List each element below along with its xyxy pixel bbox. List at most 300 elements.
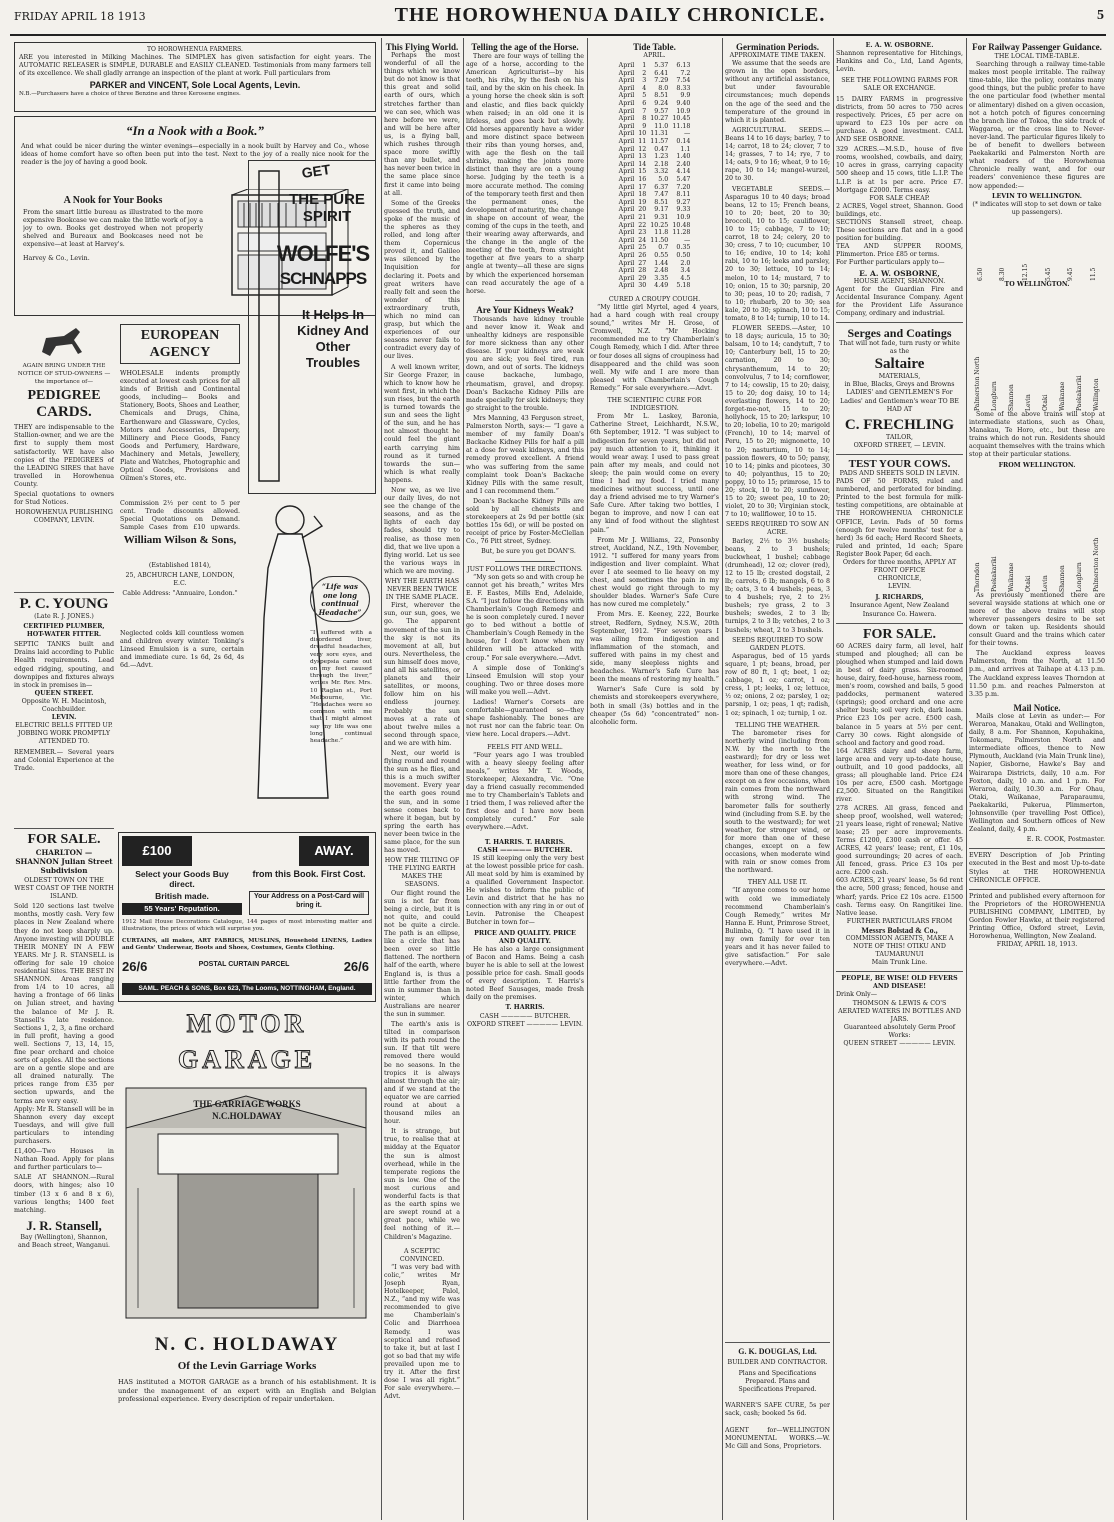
farm-278: 278 ACRES. All grass, fenced and sheep proof, woolshed, well watered; 21 years lease, right of renewal; Native lease; 25 per acre improvements. Terms £1200, £300 cash or offer. 45 ACRES, 42 years' lease; rent, £1 10s, good surroundings; 20 acres of each. All fenced, grass. Price £3 10s per acre. £200 cash. [836, 804, 963, 877]
tide-cell: 8.11 [676, 191, 691, 199]
column-rule [722, 38, 723, 1520]
tide-row [617, 146, 693, 154]
simplex-body: ARE you interested in Milking Machines. The SIMPLEX has given satisfaction for eight years. The AUTOMATIC RELEASER is SIMPLE, DURABLE and EASILY CLEANED. Testimonials from many farmers tell of its excellence. We shall gladly arrange an inspection of the plant at work. Full particulars from [19, 54, 371, 78]
kidney-body: Thousands have kidney trouble and never know it. Weak and unhealthy kidneys are responsible for more sickness than any other disease. If your kidneys are weak you are sick; you feel tired, run down, and out of sorts. The kidneys cause backache, lumbago, rheumatism, gravel, and dropsy. Doan's Backache Kidney Pills are made specially for sick kidneys; they go straight to the trouble. [466, 315, 584, 412]
tide-cell: 11 [638, 138, 647, 146]
tide-row [617, 222, 693, 230]
agency-body: WHOLESALE indents promptly executed at lowest cash prices for all kinds of British and Continental goods, including— Books and Stationery, Boots, Shoes and Leather, Chemicals and Drugs, China, Earthenware and Glassware, Cycles, Motors and Accessories, Drapery, Millinery and Piece Goods, Fancy Goods and Perfumery, Hardware, Machinery and Metals, Jewellery, Plate and Watches, Photographic and Optical Goods, Provisions and Oilmen's Stores, etc. [120, 370, 240, 483]
tide-cell: 6.13 [676, 62, 691, 70]
tide-row [617, 153, 693, 161]
tide-cell: 10.9 [676, 107, 691, 115]
station-name: Paekakariki [1076, 375, 1083, 411]
given-catalogue: 1912 Mail House Decorations Catalogue, 144 pages of most interesting matter and illustrations, the prices of which will surprise you. [122, 919, 372, 932]
cows-title: TEST YOUR COWS. [848, 457, 951, 470]
agency-cable: Cable Address: "Annuaire, London." [122, 590, 238, 597]
douglas-plans: Plans and Specifications Prepared. Plans and Specifications Prepared. [738, 1370, 817, 1394]
germ-intro: We assume that the seeds are grown in the open borders, without any artificial assistance, but under favourable circumstances; much depends on the age of the seed and the temperature of the ground in which it is planted. [725, 60, 830, 124]
peach-address: SAML. PEACH & SONS, Box 623, The Looms, NOTTINGHAM, England. [138, 985, 356, 992]
tide-cell: 4.49 [654, 282, 669, 290]
tide-cell: 6.37 [654, 183, 669, 191]
train-time: 8.30 [999, 267, 1007, 281]
sceptic-body: “I was very bad with colic,” writes Mr Joseph Ryan, Hotelkeeper, Palol, N.Z., “and my wife was recommended to give me Chamberlain's Colic and Diarrhoea Remedy. I was sceptical and refused to take it, but at last I got so bad that my wife prevailed upon me to try it. After the first dose I was all right.” For sale everywhere.—Advt. [384, 1263, 460, 1401]
tide-cell: 17 [638, 183, 647, 191]
imprint: Printed and published every afternoon for the Proprietors of the HOROWHENUA PUBLISHING COMPANY, LIMITED, by Gordon Fowler Hawke, at their registered Printing Office, Oxford street, Levin, Horowhenua, Wellington, New Zealand. [969, 889, 1105, 942]
tide-cell: 7.2 [680, 69, 691, 77]
serges-body: That will not fade, turn rusty or white as the [839, 340, 960, 356]
wolfe-get: GET [300, 161, 332, 181]
farm-60: 60 ACRES dairy farm, all level, half stumped and ploughed; all can be ploughed when stumped and laid down in best of dairy grass. Six-roomed house, dairy, feed-house, harness room, men's room, cowshed and bails, 5 good paddocks, permanent watered (springs); good orchard and one acre shelter bush; soil very rich, dark loam. Price £23 10s per acre. £500 cash, balance in 5 years at 5½ per cent. Carry 30 cows. Right alongside of school and factory and good road. [836, 642, 963, 747]
tide-row [617, 85, 693, 93]
train-time: 9.45 [1067, 267, 1075, 281]
tide-cell: 10.27 [650, 115, 669, 123]
tide-cell: April [618, 229, 635, 237]
tide-row [617, 260, 693, 268]
tide-cell: 6.41 [654, 69, 669, 77]
garage-sign: THE GARRIAGE WORKS N.C.HOLDAWAY [193, 1099, 301, 1121]
tide-cell: April [618, 198, 635, 206]
tide-cell: 4.14 [676, 168, 691, 176]
tide-cell: 7.20 [676, 183, 691, 191]
tide-cell: April [618, 92, 635, 100]
station-name: Otaki [1042, 394, 1049, 411]
osborne-body: Shannon representative for Hitchings, Hankins and Co., Ltd, Land Agents, Levin. [836, 50, 963, 74]
flying-p9: It is strange, but true, to realise that at midday at the Equator the sun is almost overhead, while in the temperate regions the sun is low. One of the most curious and wonderful facts is that as the earth spins we are swept round at a great pace, while we feel nothing of it.—Children's Magazine. [384, 1128, 460, 1241]
young-opposite: Opposite W. H. Macintosh, Coachbuilder. [21, 697, 107, 714]
tide-cell: April [618, 153, 635, 161]
osborne-farms: 15 DAIRY FARMS in progressive districts, from 50 acres to 750 acres respectively. Prices, £5 per acre on upward to £23 10s per acre on purchase. A good investment. CALL AND SEE OSBORNE. [836, 95, 963, 144]
flying-p8: The earth's axis is tilted in comparison with its path round the sun. If that tilt were removed there would be no seasons. In the tropics it is always almost through the air; and if we stand at the equator we are carried round at about a thousand miles an hour. [384, 1021, 460, 1126]
station-name: Palmerston North [974, 356, 981, 411]
garage-title: MOTOR GARAGE [177, 1009, 317, 1074]
weather-body: The barometer rises for northerly wind (including from N.W. by the north to the eastward); for dry or less wet weather, for less wind, or for more than one of these changes, except on a few occasions, when rain comes from the northward with strong wind. The barometer falls for southerly wind (including from S.E. by the south to the westward); for wet weather, for stronger wind, or for more than one of these changes, except on a few occasions, when moderate wind with rain or snow comes from the northward. [725, 729, 830, 875]
tide-cell: April [618, 138, 635, 146]
tide-cell: 8.0 [658, 84, 669, 92]
train-time: 5.45 [1044, 267, 1052, 281]
agency-title: EUROPEAN AGENCY [140, 328, 220, 360]
osborne-tea: TEA AND SUPPER ROOMS, Plimmerton. Price £85 or terms. [836, 243, 963, 259]
tide-row [617, 130, 693, 138]
frechling-name: C. FRECHLING [844, 416, 955, 433]
headache-quote: “Life was one long continual Headache” [318, 582, 362, 617]
tide-cell: 0.50 [676, 251, 691, 259]
tide-cell: 2.40 [676, 160, 691, 168]
rail-title: For Railway Passenger Guidance. [972, 42, 1102, 52]
tide-cell: 8 [642, 115, 647, 123]
tide-row [617, 244, 693, 252]
douglas-name: G. K. DOUGLAS, Ltd. [738, 1347, 817, 1356]
aerated-waters: THOMSON & LEWIS & CO'S AERATED WATERS IN BOTTLES AND JARS. [838, 999, 961, 1023]
aerated-street: QUEEN STREET ————— LEVIN. [843, 1040, 956, 1048]
germ-sub: APPROXIMATE TIME TAKEN. [729, 52, 826, 59]
tide-cell: April [618, 206, 635, 214]
sow-body: Barley, 2½ to 3½ bushels; beans, 2 to 3 bushels; buckwheat, 1 bushel; cabbage (drumhead), 12 oz; clover (red), 12 to 15 lb; crested dogstail, 2 lb; carrots, 6 lb; mangels, 6 to 8 lb; oats, 3 to 4 bushels; peas, 3 to 4 bushels; rye, 2 to 2½ bushels; rye grass, 2 to 3 bushels; swedes, 2 to 3 lb; turnips, 2 to 3 lb; vetches, 2 to 3 bushels; wheat, 2 to 3 bushels. [725, 537, 830, 634]
tide-cell: 2.18 [654, 160, 669, 168]
newspaper-title: THE HOROWHENUA DAILY CHRONICLE. [394, 4, 826, 26]
croup-body: “My little girl Myrtel, aged 4 years, had a hard cough with real croupy sound,” writes Mr H. Grose, of Cromwell, N.Z. “Mr Hocking recommended me to try Chamberlain's Cough Remedy, which I did. After three or four doses all signs of croupiness had disappeared and the child was soon well. My wife and I are more than pleased with Chamberlain's Cough Remedy.” For sale everywhere.—Advt. [590, 304, 719, 392]
pedigree-special: Special quotations to owners for Stud Notices. [14, 491, 114, 507]
tide-row [617, 77, 693, 85]
osborne-further: For Further particulars apply to— [836, 259, 945, 267]
farm-further: FURTHER PARTICULARS FROM [846, 917, 953, 925]
simplex-to: TO HOROWHENUA FARMERS. [147, 46, 243, 53]
farm-603: 603 ACRES, 21 years' lease, 5s 6d rent the acre, 500 grass; fenced, house and wharf; yards. Price £2 10s acre. £1500 cash. Terms easy. On Rangitikei line. Native lease. [836, 877, 963, 917]
station-name: Levin [1025, 394, 1032, 411]
tide-row [617, 275, 693, 283]
age-body: There are four ways of telling the age of a horse, according to the American Agriculturist—by his teeth, his ribs, by the flesh on his tail, and by the skin on his cheek. In a young horse the cheek skin is soft and elastic, and flies back quickly when raised; in an old one it is lifeless, and goes back but slowly. Old horses apparently have a wider and more distinct space between their ribs than young horses, and, with age the flesh on the tail shrinks, making the joints more distinct than they are on a young horse. Judging by the teeth is a more accurate method. The coming of the temporary teeth first and then the permanent ones, the development of maturity, the change in shape on account of wear, the coming of the cups in the teeth, and their wearing away afterwards, and the change in the angle of the meeting of the teeth, from straight together at five years to a sharp angle at twenty—all these are signs by which the experienced horseman can read accurately the age of a horse. [466, 53, 584, 295]
flying-p6: Next, our world is flying round and round the sun as he flies, and this is a much swifter movement. Every year the earth goes round the sun, and in some sense comes back to where it began, but by spring the earth has never been twice in the same place, for the sun has moved. [384, 749, 460, 855]
feels-title: FEELS FIT AND WELL. [487, 743, 563, 751]
use-body: “If anyone comes to our home with cold we immediately recommend Chamberlain's Cough Remedy,” writes Mr Hanna E. Hunt, Primrose Street, Bulimba, Q. “I have used it in my own family for over ten years and it has never failed to give satisfaction.” For sale everywhere.—Advt. [725, 887, 830, 968]
rail-sub: THE LOCAL TIME-TABLE. [994, 53, 1080, 60]
stations-up [969, 291, 1105, 411]
tide-cell: 26 [638, 251, 647, 259]
tide-cell: 14 [638, 160, 647, 168]
wolfe-tagline: It Helps In Kidney And Other Troubles [297, 307, 369, 370]
use-title: THEY ALL USE IT. [747, 879, 808, 887]
sale-sub: CHARLTON — SHANNON Julian Street Subdivision [15, 848, 113, 875]
column-rule [463, 38, 464, 1520]
tide-cell: 11.28 [672, 229, 691, 237]
osborne-329: 329 ACRES.—M.S.D., house of five rooms, woolshed, cowbails, and dairy, 10 acres in grass, carrying capacity 500 sheep and 15 cows, title L.I.P. The L.I.P. is at 1s per acre. Price £7. Mortgage £2000. Terms easy. [836, 146, 963, 194]
pedigree-ad [14, 322, 114, 587]
young-town: LEVIN. [51, 714, 77, 722]
tide-cell: April [618, 115, 635, 123]
tide-cell: 5 [642, 92, 647, 100]
bolstad-main: Main Trunk Line. [871, 959, 928, 967]
mail-title: Mail Notice. [1013, 702, 1061, 713]
young-name: P. C. YOUNG [19, 596, 109, 612]
pedigree-again: AGAIN BRING UNDER THE NOTICE OF STUD-OWNERS —the importance of— [17, 363, 111, 386]
croup-title: CURED A CROUPY COUGH. [608, 295, 701, 303]
station-name: Otaki [1025, 575, 1032, 592]
aerated-works: Guaranteed absolutely Germ Proof Works: [843, 1023, 956, 1039]
tide-row [617, 206, 693, 214]
tide-cell: April [618, 221, 635, 229]
young-remember: REMEMBER.— Several years and Colonial Experience at the Trade. [14, 748, 114, 772]
bolstad-comm: COMMISSION AGENTS, MAKE A NOTE OF THIS! OTIKU AND TAUMARUNUI [845, 934, 954, 959]
station-name: Wellington [1093, 378, 1100, 411]
tide-cell: April [618, 107, 635, 115]
tide-cell: 18 [638, 191, 647, 199]
kidney-doans: But, be sure you get DOAN'S. [481, 548, 576, 556]
saltaire-name: Saltaire [874, 356, 925, 373]
horse-icon [34, 322, 94, 362]
tide-cell: April [618, 69, 635, 77]
tide-cell: 9.24 [654, 100, 669, 108]
station-name: Waikanae [1059, 381, 1066, 411]
pedigree-title-2: CARDS. [36, 404, 92, 421]
young-body: SEPTIC TANKS built and Drains laid according to Public Health requirements. Lead edged ridging, spouting, and downpipes and fixtures always in stock in premises in— [14, 641, 114, 689]
simplex-ad [14, 42, 376, 112]
tide-cell: 9.40 [676, 100, 691, 108]
flying-p2: Some of the Greeks guessed the truth, and spoke of the music of the spheres as they rolled, and long after them Copernicus proved it, and Galileo was silenced by the Inquisition for declaring it. Poets and great writers have really felt and seen the wonder of this extraordinary truth, which no mind can grasp, but which the experiences of our seasons never fails to contradict every day of our lives. [384, 199, 460, 361]
tide-cell: 29 [638, 274, 647, 282]
tide-cell: 7.47 [654, 191, 669, 199]
tide-cell: 0.47 [654, 145, 669, 153]
imprint-date: FRIDAY, APRIL 18, 1913. [996, 941, 1078, 949]
tide-row [617, 70, 693, 78]
osborne-house: HOUSE AGENT, SHANNON. [853, 277, 946, 285]
sale-body: Sold 120 sections last twelve months, mostly cash. Very few places in New Zealand where they do not keep sharply up. Anyone investing will DOUBLE THEIR MONEY IN A FEW YEARS. Mr J. R. STANSELL is offering for sale 19 choice residential Sites. THE BEST IN SHANNON. Areas ranging from 1/4 to 10 acres, all having a frontage of 66 links on Julian street, and having the balance of Mr J. R. Stansell's late residence. Sections 1, 2, 3, a fine orchard in full profit, having a good well. Sections 7, 13, 14, 15, fine pear orchard and choice sorts of apples. All the sections are on a gentle slope and are all drained naturally. The prices range from £35 per section upwards, and the terms are very easy. [14, 903, 114, 1105]
osborne-signature: E. A. W. OSBORNE, [859, 268, 940, 278]
tide-cell: 9.31 [654, 213, 669, 221]
tide-cell: April [618, 259, 635, 267]
lime-body: WARNER'S SAFE CURE, 5s per sack, cash; booked 5s 6d. [725, 1402, 830, 1418]
holdaway-name: N. C. HOLDAWAY [154, 1334, 340, 1355]
people-title: PEOPLE, BE WISE! OLD FEVERS AND DISEASE! [841, 975, 958, 991]
sale-auction: SALE AT SHANNON.—Rural doors, with hinges; also 10 timber (13 x 6 and 8 x 6), various lengths; 1400 feet matching. [14, 1174, 114, 1214]
tide-row [617, 100, 693, 108]
given-sample: from this Book. First Cost. [252, 869, 366, 879]
tide-cell: 1.1 [680, 145, 691, 153]
agency-commission: Commission 2½ per cent to 5 per cent. Trade discounts allowed. Special Quotations on Demand. Sample Cases from £10 upwards. [120, 500, 240, 530]
indigestion-body-3: From Mrs. E. Keeney, 222, Bourke street, Redfern, Sydney, N.S.W., 20th September, 1912. “For seven years I was ailing from indigestion and inflammation of the stomach, and suffered with pains in my chest and side, many sleepless nights and headaches. Warner's Safe Cure has been the means of restoring my health.” [590, 611, 719, 684]
weather-title: TELLING THE WEATHER. [735, 721, 820, 729]
tide-cell: 0.35 [676, 244, 691, 252]
nook-intro: And what could be nicer during the winter evenings—especially in a nook built by Harvey and Co., whose ideas of home comfort have so often been put into the test. Next to the joy of a really nice nook for the reader is the joy of having a good book. [21, 143, 369, 167]
column-rule [381, 38, 382, 1520]
tide-row [617, 62, 693, 70]
tide-table [617, 62, 693, 290]
tide-cell: — [684, 236, 691, 244]
tide-row [617, 92, 693, 100]
tide-cell: April [618, 191, 635, 199]
cows-body: PADS OF 50 FORMS, ruled and numbered, and perforated for binding. Printed to the best formula for milk-testing competitions, are obtainable at THE HOROWHENUA CHRONICLE OFFICE, Levin. Pads of 50 forms (enough for twelve months' test for a herd) 3s 6d each; Herd Record Sheets, ruled and printed, 1d each; Spare Register Book Paper, 6d each. [836, 478, 963, 558]
tide-cell: 10.45 [672, 115, 691, 123]
follows-body: “My son gets so and with croup he cannot get his breath,” writes Mrs E. F. Eastes, Mills End, Adelaide, S.A. “I just follow the directions with Chamberlain's Cough Remedy and he is soon completely cured. I never go to bed without a bottle of Chamberlain's Cough Remedy in the house, for I don't know when my children will be attacked with croup.” For sale everywhere.—Advt. [466, 573, 584, 662]
harris-body-2: He has also a large consignment of Bacon and Hams. Being a cash buyer he is able to sell at the lowest possible price for cash. Small goods of every description. T. Harris's noted Beef Sausages, made fresh daily on the premises. [466, 945, 584, 1002]
tide-cell: April [618, 236, 635, 244]
agency-firm: William Wilson & Sons, [123, 534, 237, 546]
flying-article [384, 42, 460, 1512]
tide-cell: April [618, 145, 635, 153]
tide-cell: 4 [642, 84, 647, 92]
given-amount: £100 [142, 843, 172, 858]
saltaire-materials: MATERIALS, [878, 373, 921, 381]
harris-footer: CASH ————— BUTCHER. OXFORD STREET ————— LEVIN. [467, 1012, 583, 1028]
sceptic-title: A SCEPTIC CONVINCED. [399, 1247, 445, 1263]
douglas-trade: BUILDER AND CONTRACTOR. [727, 1359, 828, 1366]
linseed-notice: Neglected colds kill countless women and children every winter. Tonking's Linseed Emulsion is a sure, certain and immediate cure. 1s 6d, 2s 6d, 4s 6d.—Advt. [120, 630, 244, 670]
indigestion-body: From Mr L. Laskey, Baronia, Catherine Street, Leichhardt, N.S.W., 6th September, 1912. “I was subject to indigestion for seven years, but did not pay much attention to it, thinking it would wear away. I used to pass great pain after my meals, and could not sleep; the pain would come on every time I had my food. I tried many medicines without success, until one day a friend advised me to try Warner's Safe Cure. After taking two bottles, I began to improve, and now I can eat any kind of food without the slightest pain.” [590, 413, 719, 534]
tide-cell: April [618, 176, 635, 183]
indigestion-title: THE SCIENTIFIC CURE FOR INDIGESTION. [607, 397, 702, 413]
station-name: Longburn [1076, 561, 1083, 592]
stations-down [969, 472, 1105, 592]
tide-cell: 9.33 [676, 206, 691, 214]
rail-body: Searching through a railway time-table makes most people irritable. The railway time-table, like the policy, contains many good things, but the public prefer to have the one particular food (whether mental or alimentary) dished on a given occasion, not a hotch potch of figures concerning the branch line of Tokoa, the side track of Waggaroa, or the cross line to Never-never-land. The particular figures likely to be of benefit to dwellers between Paekakariki and Palmerston North are what readers of the Horowhenua Chronicle really want, and for our readers' convenience these figures are now appended:— [969, 61, 1105, 190]
osborne-see: SEE THE FOLLOWING FARMS FOR SALE OR EXCHANGE. [841, 77, 958, 93]
column-6 [725, 42, 830, 1512]
sale-oldest: OLDEST TOWN ON THE WEST COAST OF THE NORTH ISLAND. [14, 877, 114, 901]
tide-row [617, 138, 693, 146]
column-rule [833, 38, 834, 1520]
column-8 [969, 42, 1105, 1512]
germ-veg: VEGETABLE SEEDS.—Asparagus 10 to 40 days; broad beans, 12 to 15; French beans, 10 to 20; beet, 20 to 30; broccoli, 10 to 15; cauliflower, 10 to 15; cabbage, 7 to 10; carrot, 18 to 24; celery, 20 to 30; cress, 7 to 10; cucumber, 10 to 16; endive, 10 to 14; kohl rabi, 10 to 16; leeks and parsley, 20 to 30; lettuce, 10 to 14; melon, 10 to 14; mustard, 7 to 10; onion, 15 to 30; parsnip, 20 to 30; peas, 10 to 20; radish, 7 to 10; rhubarb, 20 to 30; sea kale, 20 to 30; spinach, 10 to 15; tomato, 8 to 14; turnip, 10 to 14. [725, 185, 830, 322]
flying-p1: Perhaps the most wonderful of all the things which we know but do not know is that this great and solid earth of ours, which stretches farther than we can see, which was here before we were, and will be here after us, is a flying ball, which rushes through space more swiftly than any bullet, and has never been twice in the same place since first it came into being at all. [384, 52, 460, 197]
harris-signature: T. HARRIS. [505, 1004, 545, 1012]
flying-sub1: WHY THE EARTH HAS NEVER BEEN TWICE IN THE SAME PLACE. [384, 578, 460, 602]
tide-cell: 15 [638, 168, 647, 176]
tide-cell: April [618, 267, 635, 275]
harris-cash: CASH ————— BUTCHER. [477, 846, 573, 854]
tide-row [617, 267, 693, 275]
young-late: (Late R. J. JONES.) [34, 613, 94, 620]
headache-ad [248, 498, 376, 828]
divider [495, 300, 555, 301]
tide-cell: 10 [638, 130, 647, 138]
tide-cell: April [618, 84, 635, 92]
tide-cell: 10.9 [676, 213, 691, 221]
column-rule [587, 38, 588, 1520]
tide-cell: 20 [638, 206, 647, 214]
farm-164: 164 ACRES dairy and sheep farm, large area and very up-to-date house, outbuilt, and 10 good paddocks, all grass; all ploughable land. Price £24 10s per acre, £500 cash. Mortgage £2,500. Situated on the Rangitikei river. [836, 747, 963, 804]
given-reputation: 55 Years' Reputation. [144, 904, 220, 913]
tide-cell: 12 [638, 145, 647, 153]
sale-title: FOR SALE. [27, 832, 101, 847]
tide-cell: 9 [642, 122, 647, 130]
tide-cell: 27 [638, 259, 647, 267]
wolfe-schnapps-ad [248, 160, 376, 494]
stansell-name: J. R. Stansell, [26, 1217, 102, 1233]
tide-title: Tide Table. [633, 42, 676, 52]
monumental-agent: AGENT for—WELLINGTON MONUMENTAL WORKS.—W. Mc Gill and Sons, Proprietors. [725, 1426, 830, 1450]
age-title: Telling the age of the Horse. [471, 42, 579, 52]
tide-cell: 1.40 [676, 153, 691, 161]
richards-body: Insurance Agent, New Zealand Insurance Co. Hawera. [849, 602, 950, 618]
tide-cell: — [684, 130, 691, 138]
tide-cell: 22 [638, 221, 647, 229]
wolfe-schnapps: SCHNAPPS [279, 269, 367, 288]
tide-cell: 11.31 [650, 130, 669, 138]
simplex-nb: N.B.—Purchasers have a choice of three Benzine and three Kerosene engines. [19, 91, 241, 98]
tide-cell: April [618, 100, 635, 108]
tide-cell: 11.18 [672, 122, 691, 130]
tide-cell: 5.18 [676, 282, 691, 290]
parcel-price: 26/6 [122, 959, 148, 974]
sale-apply: Apply: Mr R. Stansell will be in Shannon every day except Tuesdays, and will give full particulars to intending purchasers. [14, 1105, 114, 1145]
rail-from: FROM WELLINGTON. [998, 461, 1076, 469]
rail-note: (* indicates will stop to set down or take up passengers). [972, 200, 1102, 216]
tide-cell: 10.48 [672, 221, 691, 229]
masthead-rule [10, 34, 1106, 36]
tide-month: APRIL. [643, 52, 666, 59]
rod-body: Asparagus, bed of 15 yards square, 1 pt; beans, broad, per row of 80 ft, 1 qt; beet, 1 oz; cabbage, 1 oz; carrot, 1 oz; cress, 1 pt; leeks, 1 oz; lettuce, ½ oz; onions, 2 oz; parsley, 1 oz; parsnip, 1 oz; peas, 1 qt; radish, 1 oz; spinach, 1 oz; turnip, 1 oz. [725, 652, 830, 717]
cows-levin: LEVIN. [888, 583, 911, 591]
frechling-street: OXFORD STREET, — LEVIN. [853, 441, 946, 449]
tide-cell: 2 [642, 69, 647, 77]
tide-cell: 0.55 [654, 251, 669, 259]
tide-cell: April [618, 130, 635, 138]
tide-row [617, 115, 693, 123]
tide-cell: 2.0 [680, 259, 691, 267]
rail-notice: As previously mentioned there are several wayside stations at which one or more of the above trains will stop wherever passengers desire to be set down or taken up. Residents should consult Guard and the trains which cater for their towns. [969, 591, 1105, 648]
feels-body: “Four years ago I was troubled with a heavy sleepy feeling after meals,” writes Mr T. Woods, Storekeeper, Alexandra, Vic. “One day a friend casually recommended me to try Chamberlain's Tablets and I tried them, I was relieved after the first dose and I have now been completely cured.” For sale everywhere.—Advt. [466, 751, 584, 832]
tide-cell: April [618, 251, 635, 259]
flying-title: This Flying World. [385, 42, 459, 52]
tide-cell: 0.7 [658, 244, 669, 252]
station-name: Longburn [991, 381, 998, 411]
nook-body: From the smart little bureau as illustrated to the more expensive Bookcase we can make the little work of joy a joy to own. Books get destroyed when not properly shelved and Bureaux and Bookcases need not be expensive—at least at Harvey's. [23, 209, 203, 249]
tide-cell: 7.29 [654, 77, 669, 85]
tide-cell: 5.47 [676, 176, 691, 183]
tide-cell: 6 [642, 100, 647, 108]
train-time: 11.5 [1090, 267, 1098, 281]
tide-cell: 2.48 [654, 267, 669, 275]
tide-cell: 28 [638, 267, 647, 275]
tide-row [617, 161, 693, 169]
pedigree-company: HOROWHENUA PUBLISHING COMPANY, LEVIN. [15, 509, 113, 525]
tide-cell: 1 [642, 62, 647, 70]
tide-cell: 11.57 [650, 138, 669, 146]
tide-cell: April [618, 213, 635, 221]
flying-p4: Now we, as we live our daily lives, do not see the change of the seasons, and as the lights of each day fades, should try to realise, as those men did, that we live upon a flying world. Let us see the various ways in which we are moving. [384, 486, 460, 575]
shannon-sale-ad [14, 828, 114, 1512]
european-agency-ad [118, 322, 244, 622]
pedigree-title: PEDIGREE [27, 388, 101, 404]
harris-body: IS still keeping only the very best at the lowest possible price for cash. All meat sold by him is examined by a qualified Government Inspector. He wishes to inform the public of Levin and district that he has no connection with any ring in or out of Levin. Patronise the Cheapest Butcher in town for— [466, 854, 584, 927]
tide-cell: 9.17 [654, 206, 669, 214]
issue-date: FRIDAY APRIL 18 1913 [14, 10, 146, 23]
rail-welly: TO WELLINGTON. [1004, 280, 1070, 288]
tide-row [617, 108, 693, 116]
mail-body: Mails close at Levin as under:— For Weraroa, Manakau, Otaki and Wellington, daily, 8 a.m. For Shannon, Kopuhakina, Tokomaru, Palmerston North and intermediate offices, thence to New Plymouth, Auckland (via Main Trunk line), Napier, Gisborne, Hawke's Bay and Wairarapa Districts, daily, 10 a.m. For Foxton, daily, 10 a.m. and 1 p.m. For Weraroa, daily, 10.30 a.m. For Ohau, Otaki, Waikanae, Paraparaumu, Paekakariki, Pukerua, Plimmerton, Johnsonville (per travelling Post Office), Wellington and Southern offices of New Zealand, daily, 4 p.m. [969, 712, 1105, 834]
parcel-price-2: 26/6 [343, 959, 369, 974]
tide-cell: 8.51 [654, 92, 669, 100]
station-name: Shannon [1059, 564, 1066, 592]
wolfe-pure-spirit: THE PURE SPIRIT [289, 191, 365, 225]
tide-cell: April [618, 274, 635, 282]
tide-cell: 0.14 [676, 138, 691, 146]
tide-row [617, 199, 693, 207]
young-ad [14, 592, 114, 822]
tide-row [617, 191, 693, 199]
tide-cell: 1.44 [654, 259, 669, 267]
bolstad-name: Messrs Bolstad & Co., [861, 925, 938, 935]
tide-cell: 1.23 [654, 153, 669, 161]
given-box [122, 836, 192, 866]
rail-mail: Some of the above trains will stop at intermediate stations, such as Ohau, Manakau, Te Horo, etc., but these are trains which do not run. Residents should acquaint themselves with the trains which stop at their particular stations. [969, 410, 1105, 459]
tide-cell: 24 [638, 236, 647, 244]
osborne-agent: Agent for the Guardian Fire and Accidental Insurance Company. Agent for the Provident Life Assurance Company, ordinary and industrial. [836, 285, 963, 317]
tide-cell: April [618, 183, 635, 191]
germ-flower: FLOWER SEEDS.—Aster, 10 to 18 days; auricula, 15 to 30; balsam, 10 to 14; candytuft, 7 to 10; Canterbury bell, 15 to 20; carnation, 20 to 30; chrysanthemum, 14 to 20; convolvulus, 7 to 14; cornflower, 7 to 14; cowslip, 15 to 20; daisy, 15 to 20; dog daisy, 10 to 14; everlasting flowers, 14 to 20; forget-me-not, 15 to 20; hollyhock, 15 to 20; larkspur, 10 to 20; lobelia, 10 to 20; marigold (French), 10 to 14; marvel of Peru, 15 to 20; mignonette, 10 to 20; nasturtium, 10 to 14; passion flowers, 40 to 50; pansy, 10 to 14; pinks and picotees, 30 to 40; polyanthus, 15 to 20; poppy, 10 to 15; primrose, 15 to 20; stock, 10 to 20; sunflower, 15 to 20; sweet pea, 10 to 20; violet, 20 to 30; Virginian stock, 7 to 10; wallflower, 10 to 15. [725, 325, 830, 519]
agency-address: 25, ABCHURCH LANE, LONDON, E.C. [125, 572, 235, 588]
tide-cell: April [618, 77, 635, 85]
kidney-case: Mrs Manning, 43 Ferguson street, Palmerston North, says:— “I gave a member of my family Doan's Backache Kidney Pills for half a pill at a dose for weak kidneys, and this remedy proved excellent. A friend who was suffering from the same complaint took Doan's Backache Kidney Pills with the same result, and I can recommend them.” [466, 414, 584, 495]
divider [495, 561, 555, 562]
tide-cell: 10.25 [650, 221, 669, 229]
tide-cell: 11.0 [654, 122, 669, 130]
young-trade: CERTIFIED PLUMBER, HOT-WATER FITTER. [23, 623, 105, 639]
given-curtains: CURTAINS, all makes, ART FABRICS, MUSLINS, Household LINENS, Ladies and Gents' Underwear, Boots and Shoes, Costumes, Gents Clothing. [122, 938, 372, 951]
tide-cell: 21 [638, 213, 647, 221]
cows-sub: PADS AND SHEETS SOLD IN LEVIN. [839, 469, 960, 477]
osborne-sections: SECTIONS Stansell street, cheap. These sections are flat and in a good position for building. [836, 218, 963, 243]
osborne-name: E. A. W. OSBORNE. [865, 42, 934, 49]
away-box [299, 836, 369, 866]
kidney-price: Doan's Backache Kidney Pills are sold by all chemists and storekeepers at 2s 9d per bottle (six bottles 15s 6d), or will be posted on receipt of price by Foster-McClellan Co., 76 Pitt street, Sydney. [466, 497, 584, 546]
rail-levin: LEVIN TO WELLINGTON. [992, 192, 1082, 200]
young-street: QUEEN STREET. [34, 689, 94, 697]
mail-signature: E. R. COOK, Postmaster. [1026, 836, 1105, 844]
tide-cell: 30 [638, 282, 647, 290]
tide-cell: April [618, 62, 635, 70]
station-name: Shannon [1008, 384, 1015, 411]
tide-row [617, 229, 693, 237]
sale-land: £1,400—Two Houses in Nathan Road. Apply for plans and further particulars to— [14, 1148, 114, 1172]
tide-cell: April [618, 244, 635, 252]
